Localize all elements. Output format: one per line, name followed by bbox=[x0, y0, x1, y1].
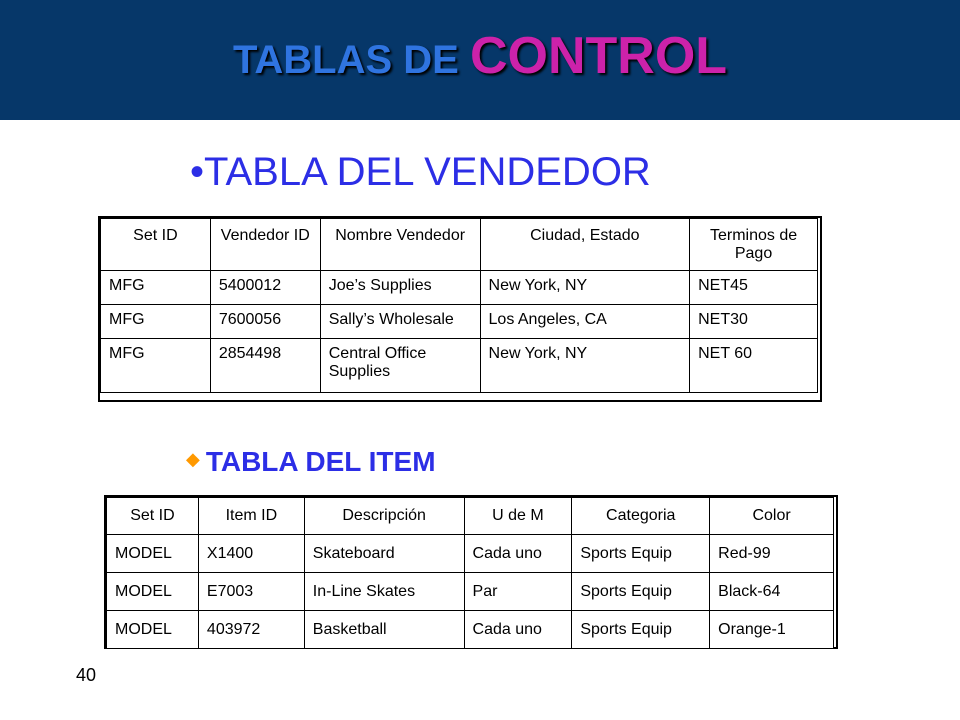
table-row bbox=[101, 305, 818, 339]
table-cell: Basketball bbox=[304, 611, 464, 649]
item-header-cell: Color bbox=[710, 498, 834, 535]
table-cell: Cada uno bbox=[464, 611, 572, 649]
table-cell: NET 60 bbox=[690, 339, 818, 393]
item-header-cell: Item ID bbox=[198, 498, 304, 535]
table-cell: In-Line Skates bbox=[304, 573, 464, 611]
vendor-header-cell: Ciudad, Estado bbox=[480, 219, 690, 271]
item-header-cell: U de M bbox=[464, 498, 572, 535]
table-row bbox=[101, 339, 818, 393]
diamond-bullet-icon: ◆ bbox=[186, 449, 200, 469]
table-cell: 5400012 bbox=[210, 271, 320, 305]
item-header-cell: Descripción bbox=[304, 498, 464, 535]
table-cell: Sally’s Wholesale bbox=[320, 305, 480, 339]
title-banner bbox=[0, 0, 960, 120]
table-cell: MFG bbox=[101, 271, 211, 305]
table-cell: NET30 bbox=[690, 305, 818, 339]
vendor-header-cell: Set ID bbox=[101, 219, 211, 271]
bullet-dot: • bbox=[190, 150, 205, 194]
table-cell: MODEL bbox=[107, 573, 199, 611]
table-cell: Cada uno bbox=[464, 535, 572, 573]
table-cell: Black-64 bbox=[710, 573, 834, 611]
table-cell: E7003 bbox=[198, 573, 304, 611]
table-cell: MODEL bbox=[107, 611, 199, 649]
table-cell: Sports Equip bbox=[572, 535, 710, 573]
table-cell: Sports Equip bbox=[572, 611, 710, 649]
item-table bbox=[106, 497, 834, 649]
table-cell: 7600056 bbox=[210, 305, 320, 339]
table-row bbox=[107, 611, 834, 649]
table-cell: NET45 bbox=[690, 271, 818, 305]
table-cell: Los Angeles, CA bbox=[480, 305, 690, 339]
table-cell: New York, NY bbox=[480, 271, 690, 305]
table-cell: 2854498 bbox=[210, 339, 320, 393]
table-cell: Red-99 bbox=[710, 535, 834, 573]
title-part-2: CONTROL bbox=[469, 27, 728, 85]
vendor-header-cell: Nombre Vendedor bbox=[320, 219, 480, 271]
table-cell: Par bbox=[464, 573, 572, 611]
section-item-label: TABLA DEL ITEM bbox=[205, 446, 436, 477]
table-cell: New York, NY bbox=[480, 339, 690, 393]
section-item-heading bbox=[186, 448, 436, 476]
table-row bbox=[107, 573, 834, 611]
table-cell: MFG bbox=[101, 339, 211, 393]
section-vendor-heading bbox=[190, 152, 651, 192]
table-row bbox=[107, 535, 834, 573]
table-cell: Sports Equip bbox=[572, 573, 710, 611]
slide-title bbox=[0, 27, 960, 85]
title-part-1: TABLAS DE bbox=[232, 38, 470, 82]
item-header-cell: Set ID bbox=[107, 498, 199, 535]
section-vendor-label: TABLA DEL VENDEDOR bbox=[204, 150, 651, 194]
table-cell: Orange-1 bbox=[710, 611, 834, 649]
table-cell: 403972 bbox=[198, 611, 304, 649]
table-cell: MODEL bbox=[107, 535, 199, 573]
table-cell: Skateboard bbox=[304, 535, 464, 573]
table-cell: MFG bbox=[101, 305, 211, 339]
vendor-header-cell: Terminos de Pago bbox=[690, 219, 818, 271]
vendor-table bbox=[100, 218, 818, 393]
item-header-cell: Categoria bbox=[572, 498, 710, 535]
table-cell: Joe’s Supplies bbox=[320, 271, 480, 305]
table-row bbox=[101, 271, 818, 305]
table-cell: X1400 bbox=[198, 535, 304, 573]
vendor-header-cell: Vendedor ID bbox=[210, 219, 320, 271]
page-number: 40 bbox=[76, 665, 97, 685]
table-cell: Central Office Supplies bbox=[320, 339, 480, 393]
